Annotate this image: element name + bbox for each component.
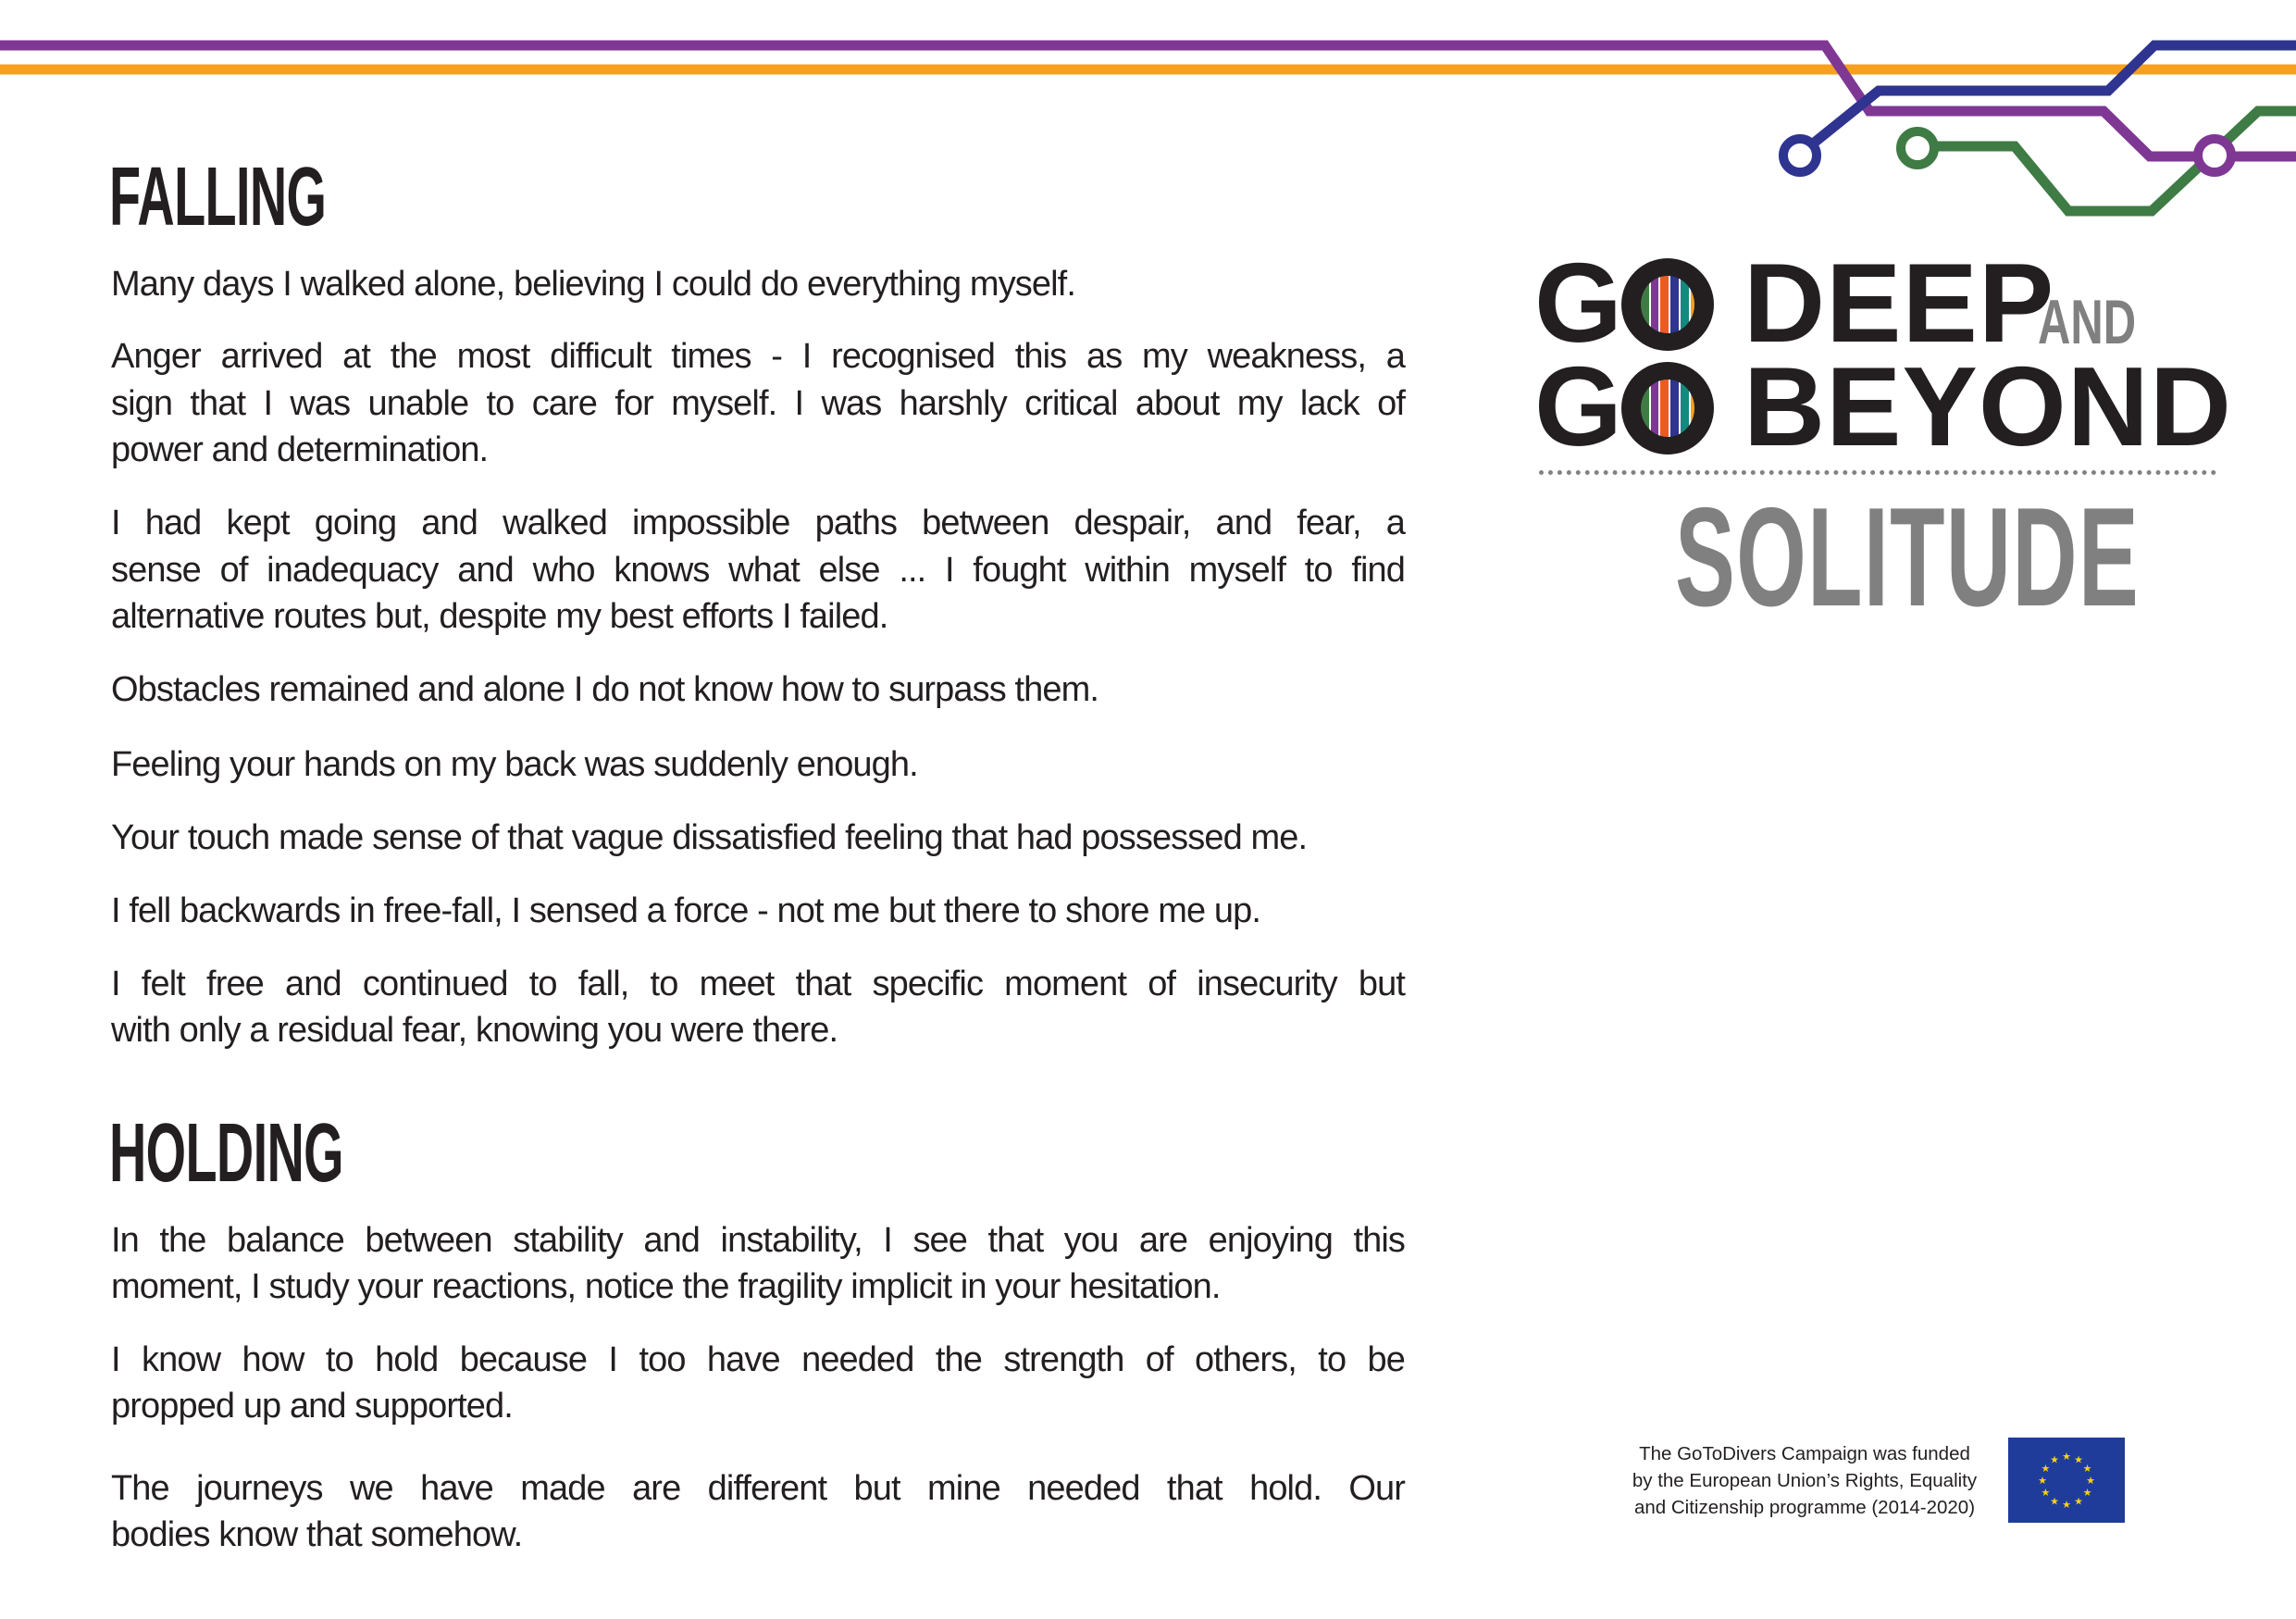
eu-star-icon: ★ (2050, 1495, 2059, 1508)
paragraph-line: power and determination. (111, 430, 489, 469)
metro-lines-graphic (0, 0, 2296, 241)
paragraph-line: I had kept going and walked impossible paths between despair, and fear, a (111, 504, 1405, 542)
paragraph-line: Feeling your hands on my back was suddenly enough. (111, 745, 918, 784)
funding-line: by the European Union’s Rights, Equality (1632, 1470, 1978, 1491)
eu-star-icon: ★ (2082, 1487, 2092, 1499)
blue-line (1812, 45, 2296, 144)
paragraph-line: I fell backwards in free-fall, I sensed a force - not me but there to shore me up. (111, 891, 1261, 930)
eu-star-icon: ★ (2041, 1487, 2051, 1499)
paragraph-line: The journeys we have made are different but mine needed that hold. Our (111, 1469, 1405, 1508)
logo-go-1 (1534, 240, 1712, 366)
paragraph-line: I felt free and continued to fall, to meet that specific moment of insecurity but (111, 965, 1405, 1003)
funding-line: and Citizenship programme (2014-2020) (1633, 1497, 1976, 1518)
paragraph-line: alternative routes but, despite my best efforts I failed. (111, 597, 888, 636)
eu-star-icon: ★ (2062, 1499, 2071, 1511)
funding-notice (1610, 1440, 1999, 1521)
paragraph-line: propped up and supported. (111, 1387, 513, 1426)
paragraph-line: Your touch made sense of that vague dissatisfied feeling that had possessed me. (111, 818, 1308, 857)
funding-line: The GoToDivers Campaign was funded (1639, 1443, 1970, 1464)
green-node-icon (1901, 131, 1934, 165)
section-heading: FALLING (109, 151, 327, 243)
logo-beyond: BEYOND (1744, 343, 2232, 469)
purple-node-icon (2198, 139, 2231, 172)
eu-star-icon: ★ (2082, 1463, 2092, 1475)
paragraph-line: moment, I study your reactions, notice the fragility implicit in your hesitation. (111, 1267, 1221, 1306)
eu-star-icon: ★ (2074, 1453, 2083, 1466)
eu-star-icon: ★ (2086, 1475, 2095, 1487)
paragraph-line: In the balance between stability and instability, I see that you are enjoying this (111, 1221, 1405, 1260)
purple-line (0, 45, 2296, 156)
eu-star-icon: ★ (2050, 1453, 2059, 1466)
page-title: SOLITUDE (1675, 479, 2141, 636)
eu-flag-icon (2008, 1438, 2125, 1523)
logo-letter-g: G (1534, 343, 1623, 469)
logo-letter-g: G (1534, 240, 1623, 366)
logo-deep: DEEP (1744, 240, 2055, 366)
paragraph-line: I know how to hold because I too have needed the strength of others, to be (111, 1340, 1405, 1379)
paragraph-line: sense of inadequacy and who knows what else ... I fought within myself to find (111, 551, 1405, 590)
paragraph-line: Many days I walked alone, believing I could do everything myself. (111, 265, 1075, 304)
paragraph-line: Anger arrived at the most difficult times - I recognised this as my weakness, a (111, 337, 1405, 376)
logo-go-2 (1534, 343, 1712, 469)
section-heading: HOLDING (109, 1107, 343, 1200)
blue-node-icon (1783, 139, 1817, 172)
eu-star-icon: ★ (2074, 1495, 2083, 1508)
logo-divider (1539, 470, 2216, 475)
eu-star-icon: ★ (2062, 1451, 2071, 1463)
paragraph-line: bodies know that somehow. (111, 1515, 523, 1554)
paragraph-line: sign that I was unable to care for myself. I was harshly critical about my lack of (111, 384, 1405, 423)
paragraph-line: with only a residual fear, knowing you were there. (111, 1011, 838, 1050)
eu-star-icon: ★ (2038, 1475, 2047, 1487)
paragraph-line: Obstacles remained and alone I do not know how to surpass them. (111, 670, 1099, 709)
logo-letter-o (1623, 343, 1712, 469)
logo-and: AND (2038, 287, 2137, 357)
eu-star-icon: ★ (2041, 1463, 2051, 1475)
